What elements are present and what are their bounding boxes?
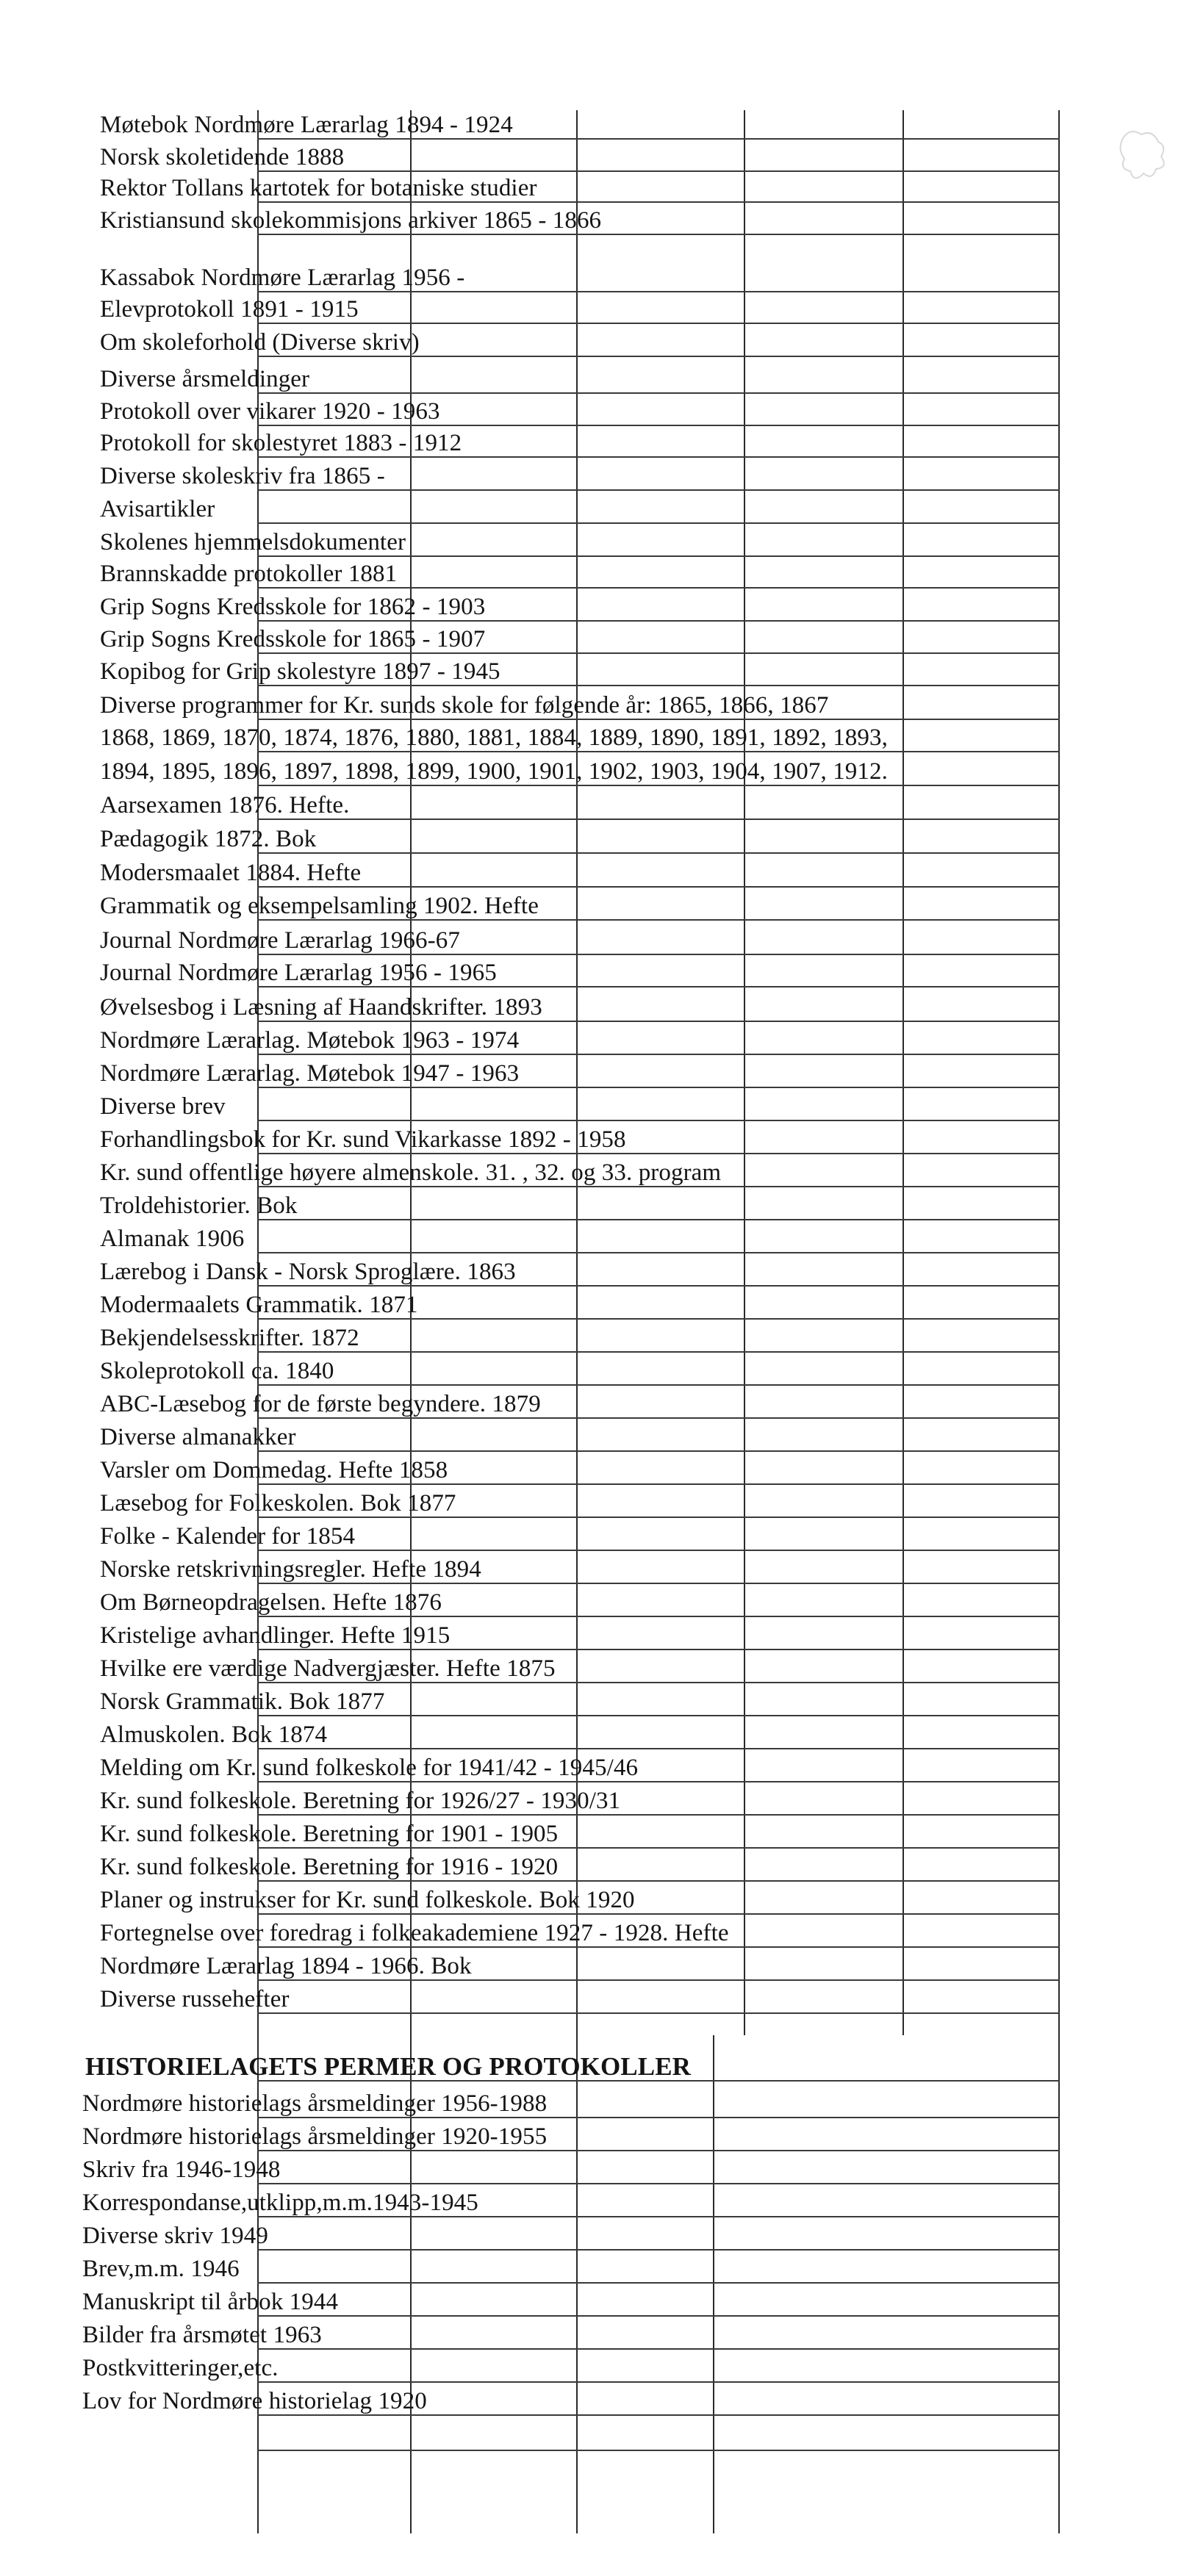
- table-row-line: [257, 886, 1060, 888]
- list-item: Journal Nordmøre Lærarlag 1956 - 1965: [100, 960, 497, 986]
- table-row-line: [257, 1351, 1060, 1353]
- table-row-line: [257, 1748, 1060, 1749]
- list-item: Om Børneopdragelsen. Hefte 1876: [100, 1589, 442, 1616]
- list-item: Modersmaalet 1884. Hefte: [100, 860, 362, 886]
- table-row-line: [257, 2450, 1060, 2451]
- list-item: Kassabok Nordmøre Lærarlag 1956 -: [100, 265, 465, 291]
- list-item: Lov for Nordmøre historielag 1920: [82, 2388, 427, 2414]
- table-row-line: [257, 1318, 1060, 1320]
- list-item: Manuskript til årbok 1944: [82, 2289, 339, 2315]
- table-row-line: [257, 1781, 1060, 1782]
- list-item: Kr. sund offentlige høyere almenskole. 31. , 32. og 33. program: [100, 1159, 722, 1186]
- table-row-line: [257, 2414, 1060, 2416]
- table-column-line: [713, 2035, 714, 2533]
- table-row-line: [257, 170, 1060, 172]
- list-item: Møtebok Nordmøre Lærarlag 1894 - 1924: [100, 112, 513, 138]
- list-item: Bekjendelsesskrifter. 1872: [100, 1325, 359, 1351]
- table-row-line: [257, 1517, 1060, 1518]
- table-row-line: [257, 2216, 1060, 2217]
- table-row-line: [257, 652, 1060, 654]
- table-row-line: [257, 555, 1060, 557]
- table-row-line: [257, 425, 1060, 426]
- table-row-line: [257, 201, 1060, 203]
- list-item: Modermaalets Grammatik. 1871: [100, 1292, 418, 1318]
- scan-corner-mark: [1116, 123, 1174, 190]
- list-item: Diverse skoleskriv fra 1865 -: [100, 463, 385, 489]
- table-row-line: [257, 1880, 1060, 1882]
- list-item: Almanak 1906: [100, 1226, 245, 1252]
- table-column-line: [1058, 110, 1060, 2533]
- list-item: Hvilke ere værdige Nadvergjæster. Hefte 1875: [100, 1655, 556, 1682]
- list-item: Nordmøre Lærarlag. Møtebok 1947 - 1963: [100, 1060, 520, 1087]
- table-row-line: [257, 1583, 1060, 1584]
- table-row-line: [257, 986, 1060, 987]
- table-row-line: [257, 2348, 1060, 2350]
- table-row-line: [257, 1649, 1060, 1650]
- table-row-line: [257, 2183, 1060, 2184]
- table-row-line: [257, 1219, 1060, 1220]
- list-item: Elevprotokoll 1891 - 1915: [100, 296, 359, 323]
- list-item: Melding om Kr. sund folkeskole for 1941/42 - 1945/46: [100, 1755, 639, 1781]
- table-row-line: [257, 1285, 1060, 1287]
- table-row-line: [257, 1087, 1060, 1088]
- list-item: Grammatik og eksempelsamling 1902. Hefte: [100, 893, 539, 919]
- list-item: Postkvitteringer,etc.: [82, 2355, 279, 2381]
- list-item: Kr. sund folkeskole. Beretning for 1916 - 1920: [100, 1854, 559, 1880]
- table-row-line: [257, 852, 1060, 854]
- table-row-line: [257, 1682, 1060, 1683]
- table-row-line: [257, 1616, 1060, 1617]
- list-item: Diverse årsmeldinger: [100, 366, 310, 392]
- list-item: Kr. sund folkeskole. Beretning for 1901 - 1905: [100, 1821, 559, 1847]
- table-row-line: [257, 685, 1060, 686]
- table-row-line: [257, 1417, 1060, 1419]
- list-item: Nordmøre historielags årsmeldinger 1956-1988: [82, 2090, 548, 2117]
- table-row-line: [257, 2282, 1060, 2284]
- table-row-line: [257, 785, 1060, 786]
- list-item: 1868, 1869, 1870, 1874, 1876, 1880, 1881, 1884, 1889, 1890, 1891, 1892, 1893,: [100, 724, 888, 751]
- table-row-line: [257, 2315, 1060, 2317]
- table-row-line: [257, 1153, 1060, 1154]
- table-row-line: [257, 751, 1060, 752]
- table-row-line: [257, 1550, 1060, 1551]
- table-row-line: [257, 522, 1060, 524]
- list-item: Nordmøre Lærarlag 1894 - 1966. Bok: [100, 1953, 472, 1979]
- table-row-line: [257, 1483, 1060, 1485]
- list-item: Kristelige avhandlinger. Hefte 1915: [100, 1622, 451, 1649]
- list-item: Lærebog i Dansk - Norsk Sproglære. 1863: [100, 1259, 516, 1285]
- table-row-line: [257, 1913, 1060, 1915]
- table-row-line: [257, 1847, 1060, 1849]
- table-column-line: [576, 110, 578, 2533]
- list-item: Skoleprotokoll ca. 1840: [100, 1358, 334, 1384]
- list-item: Kristiansund skolekommisjons arkiver 1865 - 1866: [100, 207, 602, 234]
- list-item: Diverse programmer for Kr. sunds skole for følgende år: 1865, 1866, 1867: [100, 692, 829, 719]
- list-item: Øvelsesbog i Læsning af Haandskrifter. 1893: [100, 994, 542, 1021]
- list-item: Planer og instrukser for Kr. sund folkeskole. Bok 1920: [100, 1887, 635, 1913]
- list-item: Grip Sogns Kredsskole for 1862 - 1903: [100, 594, 486, 620]
- table-row-line: [257, 356, 1060, 357]
- list-item: Brev,m.m. 1946: [82, 2256, 240, 2282]
- table-row-line: [257, 138, 1060, 140]
- list-item: Aarsexamen 1876. Hefte.: [100, 792, 350, 819]
- list-item: Nordmøre Lærarlag. Møtebok 1963 - 1974: [100, 1027, 520, 1054]
- list-item: Folke - Kalender for 1854: [100, 1523, 356, 1550]
- list-item: Læsebog for Folkeskolen. Bok 1877: [100, 1490, 456, 1517]
- list-item: Troldehistorier. Bok: [100, 1192, 298, 1219]
- list-item: Norsk Grammatik. Bok 1877: [100, 1688, 385, 1715]
- list-item: 1894, 1895, 1896, 1897, 1898, 1899, 1900, 1901, 1902, 1903, 1904, 1907, 1912.: [100, 758, 888, 785]
- list-item: Kopibog for Grip skolestyre 1897 - 1945: [100, 658, 500, 685]
- list-item: Protokoll for skolestyret 1883 - 1912: [100, 430, 462, 456]
- table-row-line: [257, 323, 1060, 324]
- list-item: Journal Nordmøre Lærarlag 1966-67: [100, 927, 460, 954]
- table-column-line: [410, 110, 412, 2533]
- list-item: Protokoll over vikarer 1920 - 1963: [100, 398, 440, 425]
- table-row-line: [257, 489, 1060, 491]
- list-item: Om skoleforhold (Diverse skriv): [100, 329, 420, 356]
- table-row-line: [257, 2117, 1060, 2118]
- list-item: Varsler om Dommedag. Hefte 1858: [100, 1457, 448, 1483]
- table-row-line: [257, 587, 1060, 589]
- table-row-line: [257, 2381, 1060, 2383]
- table-row-line: [257, 1450, 1060, 1452]
- list-item: Bilder fra årsmøtet 1963: [82, 2322, 322, 2348]
- table-row-line: [257, 1814, 1060, 1816]
- list-item: Korrespondanse,utklipp,m.m.1943-1945: [82, 2190, 478, 2216]
- table-row-line: [257, 954, 1060, 955]
- list-item: Pædagogik 1872. Bok: [100, 826, 317, 852]
- list-item: Forhandlingsbok for Kr. sund Vikarkasse 1892 - 1958: [100, 1126, 626, 1153]
- table-row-line: [257, 1715, 1060, 1716]
- list-item: Diverse almanakker: [100, 1424, 296, 1450]
- table-column-line: [744, 110, 745, 2035]
- list-item: Norske retskrivningsregler. Hefte 1894: [100, 1556, 481, 1583]
- table-row-line: [257, 1186, 1060, 1187]
- table-row-line: [257, 2150, 1060, 2151]
- list-item: Diverse russehefter: [100, 1986, 290, 2012]
- list-item: Diverse brev: [100, 1093, 226, 1120]
- list-item: Norsk skoletidende 1888: [100, 144, 345, 170]
- list-item: Brannskadde protokoller 1881: [100, 561, 398, 587]
- table-row-line: [257, 1384, 1060, 1386]
- list-item: Skriv fra 1946-1948: [82, 2156, 281, 2183]
- table-row-line: [257, 719, 1060, 720]
- table-row-line: [257, 234, 1060, 235]
- table-row-line: [257, 2249, 1060, 2251]
- list-item: Kr. sund folkeskole. Beretning for 1926/27 - 1930/31: [100, 1788, 621, 1814]
- table-row-line: [257, 456, 1060, 458]
- list-item: Fortegnelse over foredrag i folkeakademiene 1927 - 1928. Hefte: [100, 1920, 729, 1946]
- table-row-line: [257, 620, 1060, 622]
- list-item: Rektor Tollans kartotek for botaniske studier: [100, 175, 537, 201]
- table-row-line: [257, 1979, 1060, 1981]
- table-row-line: [257, 392, 1060, 394]
- section-heading: HISTORIELAGETS PERMER OG PROTOKOLLER: [85, 2052, 692, 2081]
- table-row-line: [257, 1120, 1060, 1121]
- table-row-line: [257, 919, 1060, 921]
- list-item: Nordmøre historielags årsmeldinger 1920-1955: [82, 2123, 548, 2150]
- list-item: ABC-Læsebog for de første begyndere. 1879: [100, 1391, 541, 1417]
- list-item: Skolenes hjemmelsdokumenter: [100, 529, 406, 555]
- list-item: Avisartikler: [100, 496, 215, 522]
- table-row-line: [257, 1054, 1060, 1055]
- table-row-line: [257, 1252, 1060, 1253]
- table-column-line: [902, 110, 904, 2035]
- table-row-line: [257, 2012, 1060, 2014]
- table-row-line: [257, 1021, 1060, 1022]
- list-item: Grip Sogns Kredsskole for 1865 - 1907: [100, 626, 486, 652]
- list-item: Almuskolen. Bok 1874: [100, 1721, 328, 1748]
- table-row-line: [257, 291, 1060, 292]
- table-row-line: [257, 1946, 1060, 1948]
- table-row-line: [257, 819, 1060, 820]
- list-item: Diverse skriv 1949: [82, 2223, 268, 2249]
